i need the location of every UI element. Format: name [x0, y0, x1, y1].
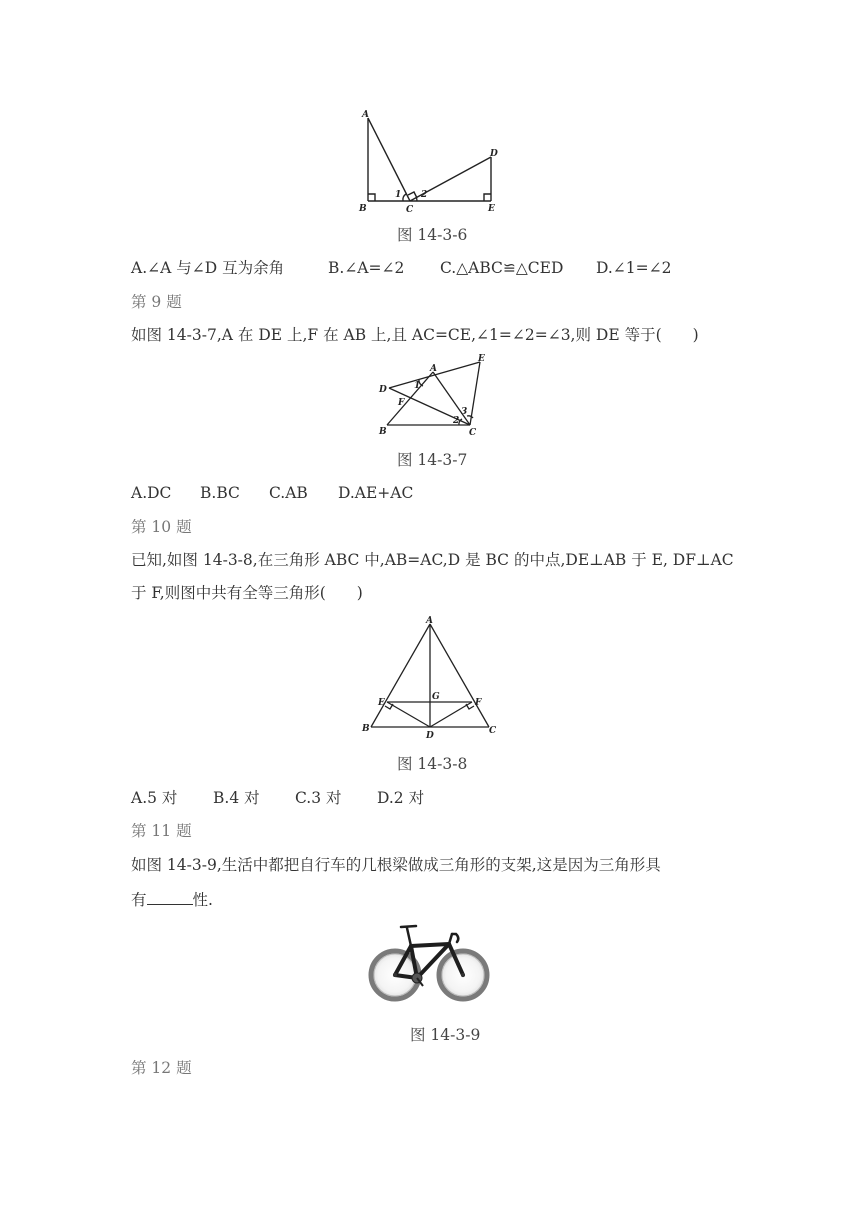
fig3-label-g: G	[432, 692, 440, 702]
fig1-label-d: D	[490, 149, 498, 159]
fig3-label-b: B	[362, 724, 370, 734]
fig3-label-e: E	[378, 698, 385, 708]
figure-14-3-6-caption: 图 14-3-6	[397, 226, 468, 244]
fig2-label-c: C	[469, 428, 477, 438]
q11-text-post: 性.	[192, 891, 213, 909]
fig2-label-e: E	[478, 354, 485, 364]
q8-option-d: D.∠1=∠2	[596, 259, 672, 277]
q11-text-line1: 如图 14-3-9,生活中都把自行车的几根梁做成三角形的支架,这是因为三角形具	[131, 856, 661, 874]
q9-option-c: C.AB	[269, 484, 308, 502]
figure-14-3-9-caption: 图 14-3-9	[410, 1026, 481, 1044]
q9-option-b: B.BC	[200, 484, 240, 502]
q10-option-d: D.2 对	[377, 789, 425, 807]
q11-answer-blank[interactable]	[147, 888, 193, 905]
q12-header: 第 12 题	[131, 1059, 192, 1077]
q9-text: 如图 14-3-7,A 在 DE 上,F 在 AB 上,且 AC=CE,∠1=∠2=∠3,则 DE 等于( )	[131, 326, 699, 344]
q11-text-line2	[131, 888, 213, 910]
fig1-label-c: C	[406, 205, 414, 215]
fig2-label-angle-2: 2	[453, 416, 460, 426]
fig2-label-d: D	[379, 385, 387, 395]
q10-options	[131, 788, 424, 808]
fig3-label-d: D	[426, 731, 434, 741]
q10-option-c: C.3 对	[295, 789, 342, 807]
figure-14-3-7-caption: 图 14-3-7	[397, 451, 468, 469]
fig3-label-c: C	[489, 726, 497, 736]
fig1-label-e: E	[488, 204, 495, 214]
fig2-label-b: B	[379, 427, 387, 437]
fig1-label-angle-1: 1	[395, 190, 402, 200]
fig1-label-angle-2: 2	[421, 190, 428, 200]
q9-header: 第 9 题	[131, 293, 182, 311]
figure-14-3-7	[375, 354, 490, 444]
q8-option-c: C.△ABC≌△CED	[440, 259, 564, 277]
fig2-label-angle-1: 1	[414, 381, 421, 391]
figure-14-3-8	[360, 612, 500, 742]
figure-14-3-8-caption: 图 14-3-8	[397, 755, 468, 773]
q8-option-b: B.∠A=∠2	[328, 259, 405, 277]
q10-header: 第 10 题	[131, 518, 192, 536]
q11-header: 第 11 题	[131, 822, 192, 840]
fig2-label-a: A	[430, 364, 437, 374]
q9-options	[131, 483, 413, 503]
q8-options	[131, 258, 672, 278]
fig1-label-b: B	[359, 204, 367, 214]
fig3-label-f: F	[475, 698, 482, 708]
q11-text-pre: 有	[131, 891, 147, 909]
fig3-label-a: A	[426, 616, 433, 626]
q9-option-a: A.DC	[131, 484, 172, 502]
fig2-label-angle-3: 3	[461, 407, 468, 417]
q10-option-a: A.5 对	[131, 789, 178, 807]
q10-option-b: B.4 对	[213, 789, 260, 807]
q10-text-line1: 已知,如图 14-3-8,在三角形 ABC 中,AB=AC,D 是 BC 的中点,DE⊥AB 于 E, DF⊥AC	[131, 551, 734, 569]
figure-14-3-6	[355, 108, 505, 218]
fig2-label-f: F	[398, 398, 405, 408]
fig1-label-a: A	[362, 110, 369, 120]
q9-option-d: D.AE+AC	[338, 484, 414, 502]
q8-option-a: A.∠A 与∠D 互为余角	[131, 259, 285, 277]
bicycle-image	[366, 918, 492, 1004]
q10-text-line2: 于 F,则图中共有全等三角形( )	[131, 584, 363, 602]
